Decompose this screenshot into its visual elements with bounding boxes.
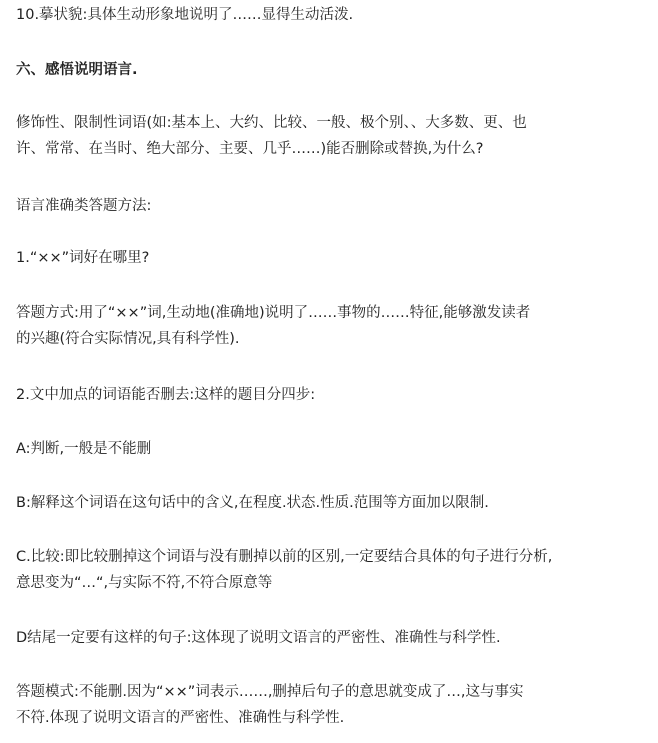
text-line: 答题模式:不能删.因为“××”词表示……,删掉后句子的意思就变成了…,这与事实	[16, 684, 524, 700]
text-line: A:判断,一般是不能删	[16, 441, 152, 457]
paragraph-step-c	[16, 544, 552, 596]
text-line: 10.摹状貌:具体生动形象地说明了……显得生动活泼.	[16, 7, 354, 23]
paragraph-question-1	[16, 245, 149, 271]
text-line: 意思变为“…“,与实际不符,不符合原意等	[16, 575, 273, 591]
text-line: 答题方式:用了“××”词,生动地(准确地)说明了……事物的……特征,能够激发读者	[16, 305, 531, 321]
paragraph-answer-format	[16, 300, 530, 352]
text-line: 修饰性、限制性词语(如:基本上、大约、比较、一般、极个别、、大多数、更、也	[16, 115, 527, 131]
text-line: 1.“××”词好在哪里?	[16, 250, 150, 266]
paragraph-method-title	[16, 193, 151, 219]
paragraph-step-d	[16, 625, 501, 651]
text-line: D结尾一定要有这样的句子:这体现了说明文语言的严密性、准确性与科学性.	[16, 630, 501, 646]
text-line: C.比较:即比较删掉这个词语与没有删掉以前的区别,一定要结合具体的句子进行分析,	[16, 549, 553, 565]
paragraph-step-b	[16, 490, 489, 516]
text-line: 语言准确类答题方法:	[16, 198, 152, 214]
text-line: 不符.体现了说明文语言的严密性、准确性与科学性.	[16, 710, 345, 726]
paragraph-answer-template	[16, 679, 524, 731]
text-line: 许、常常、在当时、绝大部分、主要、几乎……)能否删除或替换,为什么?	[16, 141, 484, 157]
text-line: B:解释这个词语在这句话中的含义,在程度.状态.性质.范围等方面加以限制.	[16, 495, 489, 511]
text-line: 的兴趣(符合实际情况,具有科学性).	[16, 331, 240, 347]
paragraph-modifier-words	[16, 110, 527, 162]
paragraph-mozhuangmao	[16, 2, 353, 28]
paragraph-question-2	[16, 382, 315, 408]
paragraph-step-a	[16, 436, 151, 462]
text-line: 六、感悟说明语言.	[16, 62, 138, 78]
text-line: 2.文中加点的词语能否删去:这样的题目分四步:	[16, 387, 316, 403]
section-heading	[16, 57, 138, 83]
